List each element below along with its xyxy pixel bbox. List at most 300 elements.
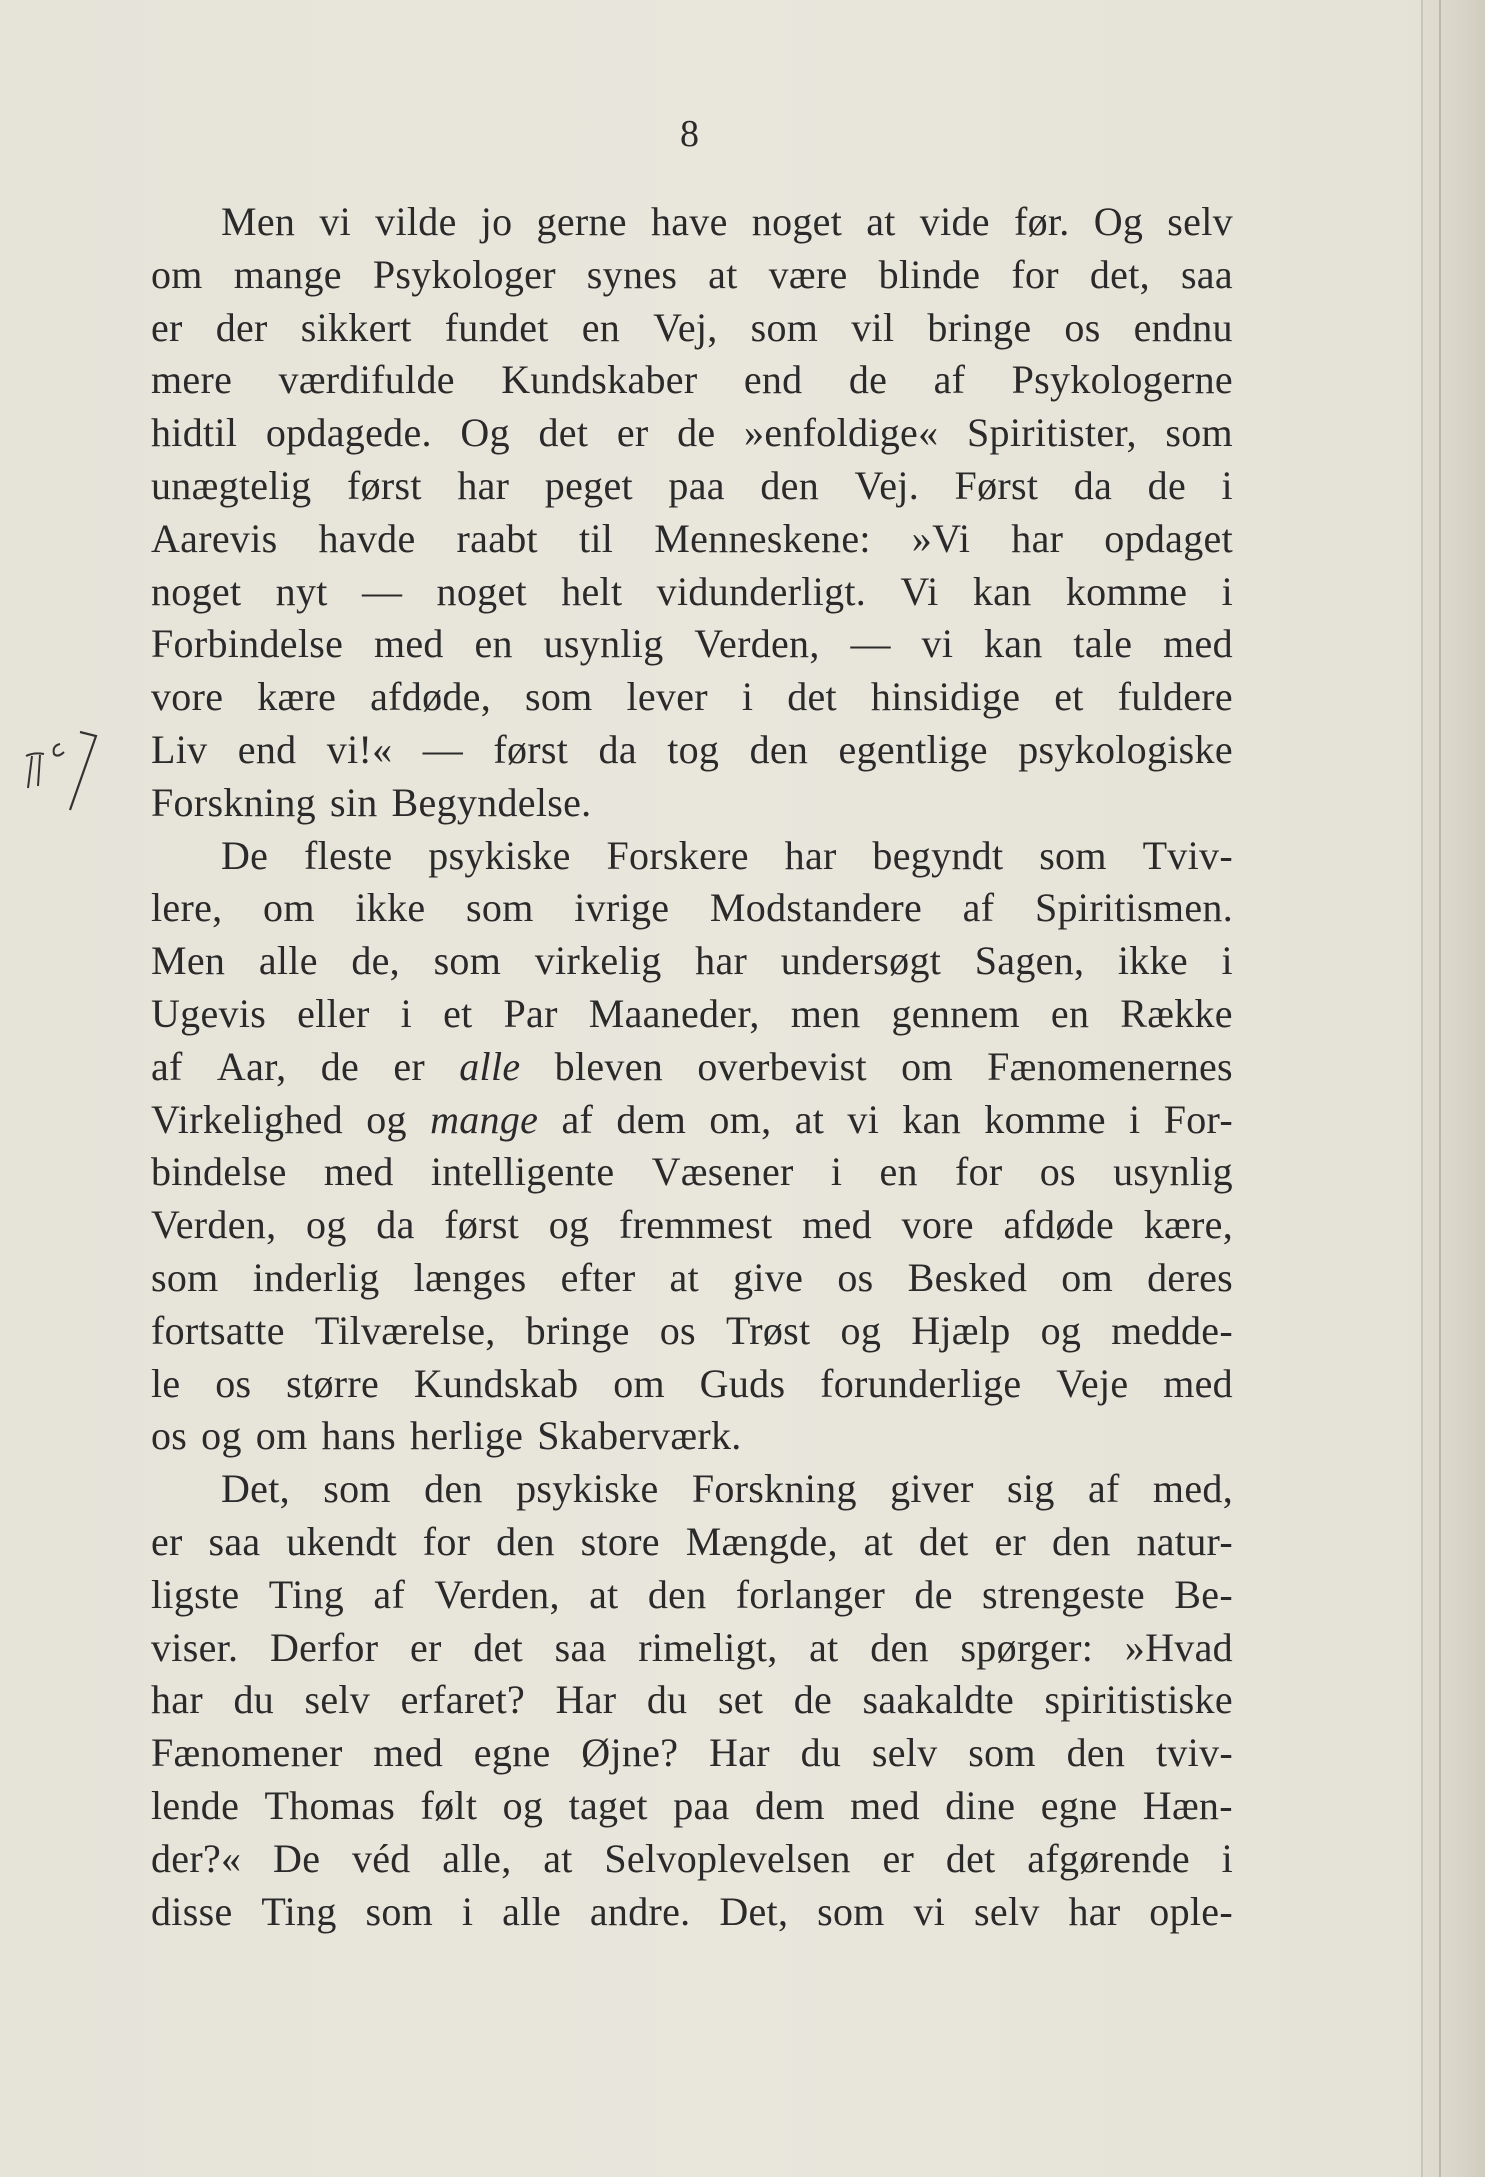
word: »enfoldige« [744,410,939,456]
text-line [151,1360,1233,1413]
word: vore [151,674,224,720]
text-line [151,1835,1233,1888]
word: Verden, [694,621,820,667]
word: undersøgt [780,938,942,984]
word: da [376,1202,415,1248]
word: du [646,1677,688,1723]
word: Trøst [725,1307,811,1353]
word: forlanger [735,1571,886,1617]
word: med [1163,621,1233,667]
word: Aar, [216,1043,287,1089]
word: Par [503,990,558,1036]
word: de [320,1043,360,1089]
word: vide [919,199,990,244]
word: at [794,1096,825,1142]
word: i [741,674,754,720]
word: at [708,251,738,297]
word: vi [319,199,352,244]
word: blinde [878,251,981,297]
word: endnu [1133,304,1233,350]
word: som [1165,410,1233,456]
word: Liv [151,726,208,772]
word: Tviv- [1142,832,1233,878]
word: noget [436,568,527,614]
word: have [650,199,728,244]
word: ikke [355,885,426,931]
word: det [945,1835,996,1881]
word: usynlig [1113,1149,1233,1195]
word: psykologiske [1018,726,1233,772]
word: Sagen, [974,938,1085,984]
word: om [255,1413,308,1459]
word: os [215,1360,252,1406]
word: i [830,1149,843,1195]
word: om, [709,1096,772,1142]
word: os [151,1413,188,1459]
word: som [466,885,534,931]
word: jo [480,199,513,244]
word: den [424,1466,483,1512]
word: værdifulde [278,357,455,403]
word: det [787,674,837,720]
word: egentlige [838,726,988,772]
word: set [717,1677,764,1723]
word: peget [544,462,633,508]
word: sin [329,779,378,825]
word: intelligente [430,1149,615,1195]
word: i [1221,938,1233,984]
text-line [151,1254,1233,1307]
word: Række [1120,990,1233,1036]
word: vi [847,1096,880,1142]
word: os [659,1307,696,1353]
word: andre. [589,1888,691,1934]
word: kære, [1143,1202,1233,1248]
word: mange [430,1096,539,1142]
word: Kundskaber [501,357,698,403]
word: Kundskab [413,1360,579,1406]
word: deres [1147,1254,1233,1300]
word: kan [902,1096,962,1142]
word: Veje [1056,1360,1129,1406]
word: mange [233,251,342,297]
word: opdaget [1104,515,1233,561]
word: natur- [1136,1518,1233,1564]
text-line [151,1729,1233,1782]
text-line [151,1148,1233,1201]
word: hinsidige [870,674,1021,720]
word: noget [751,199,843,244]
word: det [473,1624,524,1670]
word: Virkelighed [151,1096,343,1142]
word: som [817,1888,885,1934]
word: med [373,621,444,667]
word: ople- [1149,1888,1233,1934]
word: Maaneder, [588,990,760,1036]
word: Hjælp [911,1307,1011,1353]
word: og [306,1202,347,1248]
text-line [151,884,1233,937]
word: er [151,1518,183,1564]
page-number: 8 [680,113,700,155]
word: Skaberværk. [537,1413,742,1459]
text-line [151,1571,1233,1624]
word: Be- [1174,1571,1233,1617]
word: kan [984,621,1043,667]
word: le [151,1360,181,1406]
word: en [474,621,513,667]
word: de [914,1571,953,1617]
word: vi [921,621,954,667]
text-line [151,1624,1233,1677]
word: fortsatte [151,1307,285,1353]
word: med [373,1730,444,1776]
word: Ting [268,1571,345,1617]
word: for [1011,251,1059,297]
word: tviv- [1155,1730,1233,1776]
word: og [502,1782,544,1828]
word: Tilværelse, [314,1307,496,1353]
word: de [1147,462,1186,508]
word: spiritistiske [1044,1677,1233,1723]
word: med, [1152,1466,1233,1512]
word: det, [1089,251,1150,297]
word: har [695,938,748,984]
word: nyt [275,568,328,614]
word: om [1061,1254,1113,1300]
text-line [151,620,1233,673]
word: unægtelig [151,462,312,508]
word: Begyndelse. [391,779,592,825]
word: af [962,885,995,931]
word: og [366,1096,407,1142]
word: usynlig [543,621,664,667]
word: som [1039,832,1107,878]
word: som [433,938,502,984]
text-line [151,937,1233,990]
word: afdøde, [370,674,492,720]
word: men [790,990,861,1036]
text-line [151,1201,1233,1254]
word: at [809,1624,839,1670]
text-line [151,304,1233,357]
word: egne [1040,1782,1118,1828]
word: er [151,304,183,350]
word: der [215,304,268,350]
text-line [151,1888,1233,1941]
word: afdøde [1003,1202,1115,1248]
word: i [461,1888,474,1934]
word: store [580,1518,660,1564]
word: eller [297,990,370,1036]
word: med [323,1149,394,1195]
word: kære [257,674,337,720]
word: paa [668,462,725,508]
word: Vej. [854,462,920,508]
word: den [760,462,819,508]
text-line [151,198,1233,251]
word: fremmest [619,1202,773,1248]
word: vore [901,1202,974,1248]
word: Besked [907,1254,1028,1300]
word: os [1039,1149,1076,1195]
word: ikke [1117,938,1188,984]
text-line [151,356,1233,409]
word: du [233,1677,275,1723]
word: Derfor [269,1624,379,1670]
word: selv [871,1730,938,1776]
word: Forskere [606,832,749,878]
text-line [151,1465,1233,1518]
word: afgørende [1027,1835,1190,1881]
word: en [581,304,621,350]
word: sikkert [300,304,412,350]
word: Menneskene: [654,515,871,561]
word: i [1221,462,1233,508]
word: vil [851,304,895,350]
word: — [361,568,403,614]
word: Forbindelse [151,621,344,667]
word: Forskning [691,1466,857,1512]
word: Hæn- [1142,1782,1233,1828]
word: hans [321,1413,397,1459]
word: til [578,515,614,561]
word: Har [555,1677,617,1723]
word: komme [1065,568,1188,614]
word: om [151,251,203,297]
word: erfaret? [400,1677,526,1723]
word: hidtil [151,410,238,456]
word: fundet [444,304,549,350]
word: et [1054,674,1084,720]
word: taget [568,1782,648,1828]
word: end [237,726,297,772]
word: saa [208,1518,261,1564]
word: alle, [442,1835,512,1881]
word: af [933,357,966,403]
word: da [598,726,637,772]
word: af [561,1096,594,1142]
word: Thomas [264,1782,396,1828]
text-line [151,832,1233,885]
word: en [879,1149,918,1195]
word: Øjne? [581,1730,679,1776]
word: som [365,1888,434,1934]
word: Men [151,938,226,984]
text-line [151,251,1233,304]
word: at [863,1518,894,1564]
word: Forskning [151,779,316,825]
word: Det, [221,1466,290,1512]
word: bindelse [151,1149,287,1195]
word: de [848,357,888,403]
word: større [286,1360,380,1406]
text-line [151,1096,1233,1149]
word: fleste [304,832,393,878]
word: Spiritismen. [1034,885,1233,931]
word: den [1066,1730,1126,1776]
word: om [613,1360,665,1406]
word: vi!« [326,726,393,772]
word: det [918,1518,969,1564]
text-line [151,726,1233,779]
word: har [457,462,510,508]
word: Og [460,410,510,456]
word: Ugevis [151,990,267,1036]
word: mere [151,357,233,403]
word: Og [1093,199,1144,244]
text-line [151,568,1233,621]
word: giver [890,1466,974,1512]
word: inderlig [252,1254,380,1300]
word: Verden, [151,1202,277,1248]
word: — [850,621,891,667]
word: af [151,1043,183,1089]
word: For- [1163,1096,1233,1142]
word: »Hvad [1124,1624,1233,1670]
word: De [273,1835,321,1881]
word: at [589,1571,619,1617]
word: først [346,462,422,508]
text-line [151,462,1233,515]
word: strengeste [982,1571,1145,1617]
word: saa [554,1624,607,1670]
word: Selvoplevelsen [604,1835,851,1881]
word: disse [151,1888,233,1934]
text-line [151,990,1233,1043]
word: den [647,1571,707,1617]
word: med [850,1782,920,1828]
word: give [733,1254,804,1300]
word: paa [673,1782,730,1828]
word: og [840,1307,882,1353]
word: Modstandere [709,885,923,931]
word: tale [1073,621,1133,667]
word: som [151,1254,219,1300]
word: Først [954,462,1039,508]
word: har [151,1677,203,1723]
word: Spiritister, [966,410,1137,456]
word: De [221,832,269,878]
word: efter [560,1254,636,1300]
word: og [548,1202,590,1248]
word: der?« [151,1835,242,1881]
word: det [538,410,589,456]
text-line [151,673,1233,726]
word: helt [561,568,623,614]
text-line [151,515,1233,568]
word: af [373,1571,406,1617]
word: saa [1180,251,1233,297]
word: lever [626,674,708,720]
word: alle [459,1043,521,1089]
word: da [1073,462,1113,508]
word: har [1068,1888,1121,1934]
word: Væsener [651,1149,794,1195]
word: »Vi [911,515,971,561]
word: sig [1007,1466,1055,1512]
word: den [496,1518,555,1564]
word: som [750,304,819,350]
word: Aarevis [151,515,278,561]
word: opdagede. [265,410,432,456]
word: Har [708,1730,770,1776]
text-line [151,409,1233,462]
word: før. [1013,199,1070,244]
word: som [968,1730,1036,1776]
word: medde- [1111,1307,1233,1353]
word: og [201,1413,242,1459]
word: for [955,1149,1003,1195]
word: i [1221,568,1233,614]
word: selv [1167,199,1233,244]
word: er [616,410,649,456]
text-line [151,1518,1233,1571]
word: bringe [525,1307,630,1353]
word: Psykologerne [1011,357,1233,403]
word: virkelig [534,938,662,984]
word: begyndt [872,832,1004,878]
text-line [151,1043,1233,1096]
word: fuldere [1117,674,1233,720]
word: ligste [151,1571,240,1617]
word: den [749,726,809,772]
word: i [400,990,413,1036]
word: Fænomenernes [987,1043,1233,1089]
text-line [151,1782,1233,1835]
word: véd [351,1835,411,1881]
page-edge-line [1439,0,1441,2177]
word: gennem [891,990,1020,1036]
word: Fænomener [151,1730,343,1776]
word: ukendt [286,1518,397,1564]
word: rimeligt, [638,1624,778,1670]
word: dem [754,1782,825,1828]
word: vilde [375,199,457,244]
word: er [994,1518,1027,1564]
word: Vi [900,568,939,614]
word: er [393,1043,425,1089]
word: en [1050,990,1090,1036]
word: os [837,1254,874,1300]
word: følt [420,1782,478,1828]
word: forunderlige [820,1360,1022,1406]
word: som [524,674,593,720]
word: Ting [261,1888,337,1934]
word: alle [258,938,318,984]
word: vi [913,1888,946,1934]
word: i [1221,1835,1233,1881]
word: den [870,1624,929,1670]
word: vidunderligt. [656,568,867,614]
word: har [784,832,837,878]
body-text [151,198,1233,1940]
word: Mængde, [685,1518,838,1564]
word: dem [616,1096,687,1142]
word: og [1040,1307,1082,1353]
word: de [677,410,716,456]
word: for [422,1518,471,1564]
word: et [443,990,473,1036]
word: ivrige [574,885,670,931]
word: bringe [927,304,1032,350]
word: med [1163,1360,1233,1406]
word: saakaldte [862,1677,1015,1723]
word: med [802,1202,872,1248]
word: komme [984,1096,1106,1142]
word: kan [972,568,1032,614]
word: at [669,1254,700,1300]
